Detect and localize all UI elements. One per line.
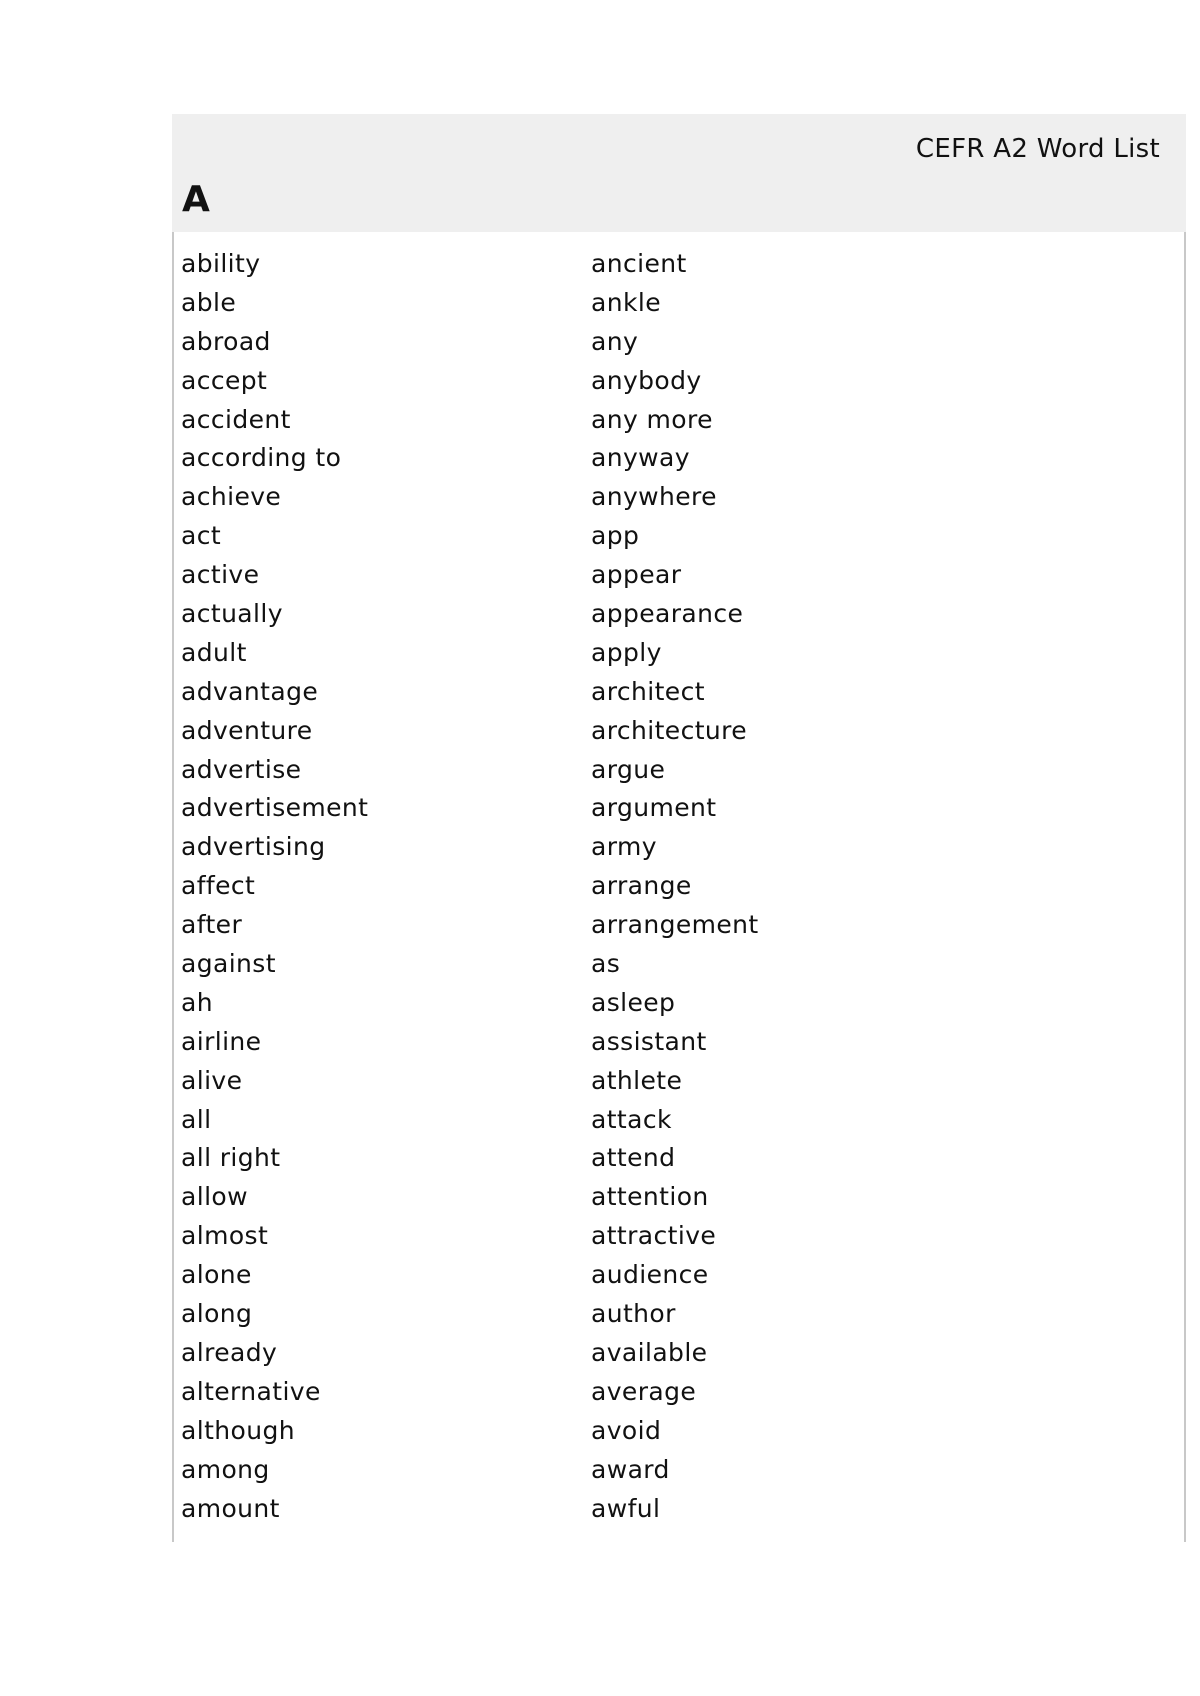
word-entry: architecture [591, 715, 748, 745]
word-entry: act [181, 521, 222, 551]
word-entry: actually [181, 599, 283, 629]
word-entry: any [591, 326, 639, 356]
word-entry: awful [591, 1493, 661, 1523]
word-entry: attend [591, 1143, 676, 1173]
word-entry: attack [591, 1104, 672, 1134]
word-entry: audience [591, 1260, 709, 1290]
word-entry: amount [181, 1493, 280, 1523]
word-entry: anybody [591, 365, 702, 395]
word-entry: assistant [591, 1026, 707, 1056]
word-entry: attractive [591, 1221, 717, 1251]
word-entry: attention [591, 1182, 709, 1212]
word-entry: anyway [591, 443, 690, 473]
word-entry: ability [181, 249, 261, 278]
word-entry: appear [591, 560, 682, 590]
section-letter-heading: A [182, 179, 210, 220]
word-entry: anywhere [591, 482, 717, 512]
word-column-left [181, 245, 591, 1528]
word-entry: average [591, 1376, 697, 1406]
word-entry: as [591, 949, 621, 979]
word-entry: advertisement [181, 793, 369, 823]
word-entry: appearance [591, 599, 744, 629]
word-entry: author [591, 1299, 676, 1329]
word-entry: ankle [591, 287, 661, 317]
word-entry: achieve [181, 482, 282, 512]
word-entry: avoid [591, 1415, 662, 1445]
word-entry: argue [591, 754, 666, 784]
word-entry: army [591, 832, 657, 862]
word-column-right [591, 245, 1031, 1528]
word-entry: arrangement [591, 910, 759, 940]
word-entry: alternative [181, 1376, 321, 1406]
word-entry: although [181, 1415, 295, 1445]
word-entry: allow [181, 1182, 248, 1212]
word-entry: among [181, 1454, 270, 1484]
word-entry: alone [181, 1260, 252, 1290]
word-entry: adult [181, 637, 247, 667]
word-entry: abroad [181, 326, 271, 356]
word-entry: after [181, 910, 243, 940]
header-band [172, 114, 1186, 232]
word-entry: argument [591, 793, 717, 823]
word-entry: all [181, 1104, 212, 1134]
word-entry: accident [181, 404, 291, 434]
word-entry: app [591, 521, 640, 551]
word-entry: adventure [181, 715, 313, 745]
word-entry: affect [181, 871, 256, 901]
word-entry: almost [181, 1221, 269, 1251]
word-entry: athlete [591, 1065, 683, 1095]
word-entry: asleep [591, 987, 676, 1017]
word-entry: award [591, 1454, 670, 1484]
word-entry: along [181, 1299, 253, 1329]
word-entry: architect [591, 676, 705, 706]
word-entry: accept [181, 365, 268, 395]
document-title: CEFR A2 Word List [915, 134, 1160, 164]
word-list [181, 245, 1081, 1528]
word-entry: any more [591, 404, 713, 434]
word-entry: against [181, 949, 276, 979]
word-entry: already [181, 1337, 278, 1367]
word-entry: advantage [181, 676, 319, 706]
word-entry: advertising [181, 832, 326, 862]
word-entry: active [181, 560, 260, 590]
word-entry: able [181, 287, 237, 317]
word-entry: according to [181, 443, 342, 473]
word-entry: apply [591, 637, 662, 667]
word-entry: available [591, 1337, 708, 1367]
word-entry: all right [181, 1143, 281, 1173]
word-entry: airline [181, 1026, 262, 1056]
word-entry: advertise [181, 754, 302, 784]
word-entry: ancient [591, 249, 687, 278]
word-entry: alive [181, 1065, 243, 1095]
word-entry: arrange [591, 871, 692, 901]
word-entry: ah [181, 987, 213, 1017]
